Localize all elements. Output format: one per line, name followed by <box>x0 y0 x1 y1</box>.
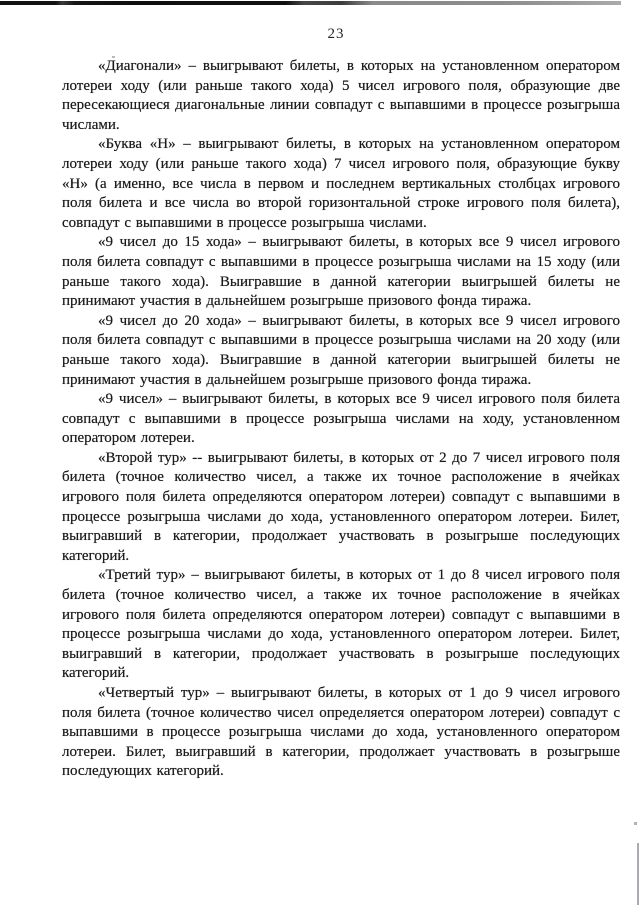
paragraph-bukva-n: «Буква «Н» – выигрывают билеты, в которых на установленном оператором лотереи ходу (или раньше такого хода) 7 чисел игрового поля, образующие букву «Н» (а именно, все числа в первом и последнем вертикальных столбцах игрового поля билета и все числа во второй горизонтальной строке игрового поля билета), совпадут с выпавшими в процессе розыгрыша числами. <box>62 136 620 231</box>
paragraph-diagonali: «Диагонали» – выигрывают билеты, в которых на установленном оператором лотереи ходу (или раньше такого хода) 5 чисел игрового поля, образующие две пересекающиеся диагональные линии совпадут с выпавшими в процессе розыгрыша числами. <box>62 58 620 133</box>
paragraph-9-chisel: «9 чисел» – выигрывают билеты, в которых все 9 чисел игрового поля билета совпадут с выпавшими в процессе розыгрыша числами на ходу, установленном оператором лотереи. <box>62 391 620 447</box>
paragraph-9-chisel-do-20-khoda: «9 чисел до 20 хода» – выигрывают билеты, в которых все 9 чисел игрового поля билета совпадут с выпавшими в процессе розыгрыша числами на 20 ходу (или раньше такого хода). Выигравшие в данной категории выигрышей билеты не принимают участия в дальнейшем розыгрыше призового фонда тиража. <box>62 312 620 388</box>
paragraph-tretiy-tur: «Третий тур» – выигрывают билеты, в которых от 1 до 8 чисел игрового поля билета (точное количество чисел, а также их точное расположение в ячейках игрового поля билета определяются оператором лотереи) совпадут с выпавшими в процессе розыгрыша числами до хода, установленного оператором лотереи. Билет, выигравший в категории, продолжает участвовать в розыгрыше последующих категорий. <box>62 567 620 682</box>
page-number: 23 <box>327 26 345 42</box>
document-body <box>62 57 620 782</box>
scan-artifact-right-line <box>637 843 639 905</box>
paragraph-vtoroy-tur: «Второй тур» -- выигрывают билеты, в которых от 2 до 7 чисел игрового поля билета (точное количество чисел, а также их точное расположение в ячейках игрового поля билета определяются оператором лотереи) совпадут с выпавшими в процессе розыгрыша числами до хода, установленного оператором лотереи. Билет, выигравший в категории, продолжает участвовать в розыгрыше последующих категорий. <box>62 449 620 564</box>
scan-artifact-top-bar <box>0 1 621 5</box>
scan-speck <box>634 822 637 825</box>
paragraph-9-chisel-do-15-khoda: «9 чисел до 15 хода» – выигрывают билеты, в которых все 9 чисел игрового поля билета совпадут с выпавшими в процессе розыгрыша числами на 15 ходу (или раньше такого хода). Выигравшие в данной категории выигрышей билеты не принимают участия в дальнейшем розыгрыше призового фонда тиража. <box>62 234 620 310</box>
paragraph-chetvertyy-tur: «Четвертый тур» – выигрывают билеты, в которых от 1 до 9 чисел игрового поля билета (точное количество чисел определяется оператором лотереи) совпадут с выпавшими в процессе розыгрыша числами до хода, установленного оператором лотереи. Билет, выигравший в категории, продолжает участвовать в розыгрыше последующих категорий. <box>62 685 620 780</box>
